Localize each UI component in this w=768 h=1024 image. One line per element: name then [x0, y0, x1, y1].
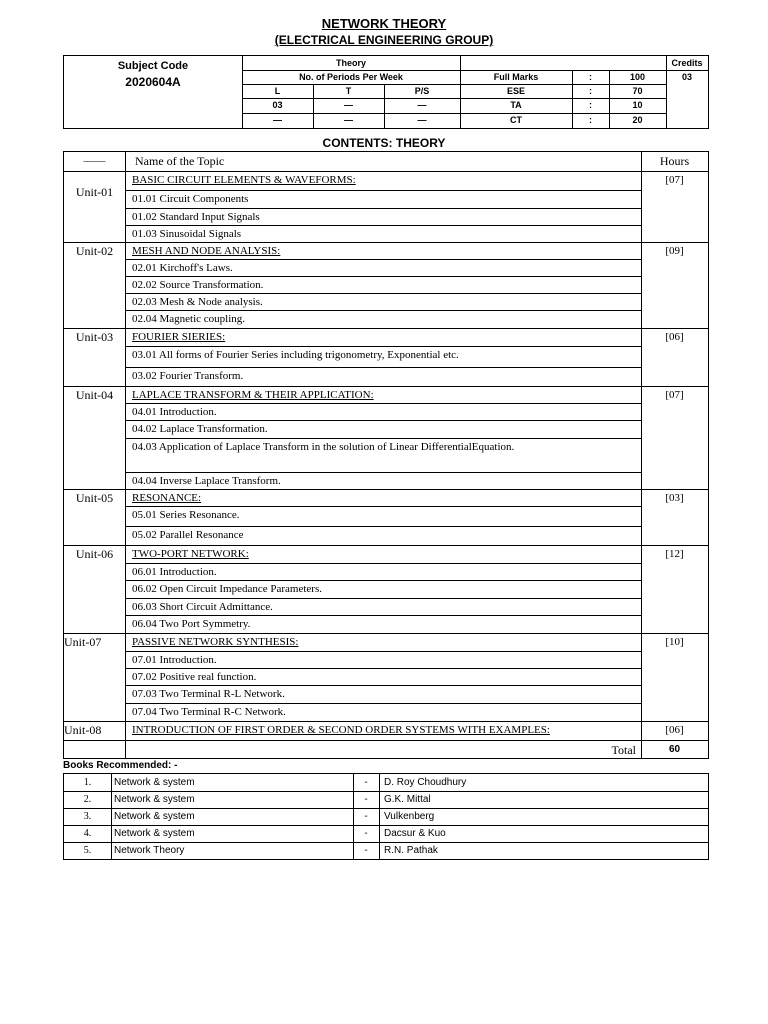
book-dash: - [364, 777, 368, 788]
credits-value: 03 [681, 72, 692, 82]
unit-separator [64, 633, 708, 634]
unit-hours: [12] [665, 548, 684, 560]
t-value: — [344, 100, 353, 110]
topic-item: 06.02 Open Circuit Impedance Parameters. [132, 583, 322, 595]
contents-head-dash: —— [83, 155, 106, 167]
row4-a: — [273, 115, 282, 125]
book-dash: - [364, 794, 368, 805]
topic-separator [125, 310, 641, 311]
topic-item: 03.01 All forms of Fourier Series including trigonometry, Exponential etc. [132, 349, 459, 361]
unit-label: Unit-02 [75, 244, 114, 258]
book-number: 2. [83, 794, 92, 805]
topic-item: 06.01 Introduction. [132, 566, 217, 578]
book-number: 1. [83, 777, 92, 788]
full-marks-colon: : [589, 72, 592, 82]
ps-label: P/S [414, 86, 430, 96]
unit-title: INTRODUCTION OF FIRST ORDER & SECOND ORDER SYSTEMS WITH EXAMPLES: [132, 724, 550, 736]
t-label: T [345, 86, 352, 96]
topic-separator [125, 506, 641, 507]
book-row-separator [64, 808, 708, 809]
topic-item: 02.04 Magnetic coupling. [132, 313, 246, 325]
topic-item: 07.03 Two Terminal R-L Network. [132, 688, 285, 700]
contents-head-hours: Hours [659, 154, 690, 168]
books-table [63, 773, 709, 860]
subject-code: 2020604A [125, 75, 181, 89]
unit-hours: [07] [665, 174, 684, 186]
topic-separator [125, 420, 641, 421]
unit-title: BASIC CIRCUIT ELEMENTS & WAVEFORMS: [132, 174, 356, 186]
book-author: R.N. Pathak [384, 845, 438, 856]
topic-item: 06.03 Short Circuit Admittance. [132, 601, 273, 613]
unit-label: Unit-05 [75, 491, 114, 505]
unit-hours: [06] [665, 724, 684, 736]
row4-c: — [417, 115, 427, 125]
unit-label: Unit-06 [75, 547, 114, 561]
topic-item: 07.04 Two Terminal R-C Network. [132, 706, 286, 718]
book-row-separator [64, 825, 708, 826]
topic-item: 01.03 Sinusoidal Signals [132, 228, 242, 240]
unit-hours: [09] [665, 245, 684, 257]
contents-head-topic: Name of the Topic [135, 154, 225, 168]
unit-separator [64, 242, 708, 243]
ps-value: — [417, 100, 427, 110]
topic-item: 06.04 Two Port Symmetry. [132, 618, 251, 630]
periods-label: No. of Periods Per Week [299, 72, 403, 82]
topic-separator [125, 526, 641, 527]
topic-item: 05.01 Series Resonance. [132, 509, 240, 521]
unit-hours: [07] [665, 389, 684, 401]
topic-separator [125, 598, 641, 599]
book-dash: - [364, 828, 368, 839]
unit-title: RESONANCE: [132, 492, 202, 504]
book-row-separator [64, 842, 708, 843]
book-title: Network & system [114, 777, 195, 788]
book-row-separator [64, 791, 708, 792]
unit-separator [64, 489, 708, 490]
subject-code-label: Subject Code [117, 60, 189, 72]
l-value: 03 [272, 100, 283, 110]
topic-separator [125, 472, 641, 473]
unit-label: Unit-03 [75, 330, 114, 344]
ct-label: CT [510, 115, 522, 125]
topic-item: 04.02 Laplace Transformation. [132, 423, 268, 435]
total-label: Total [611, 743, 636, 757]
topic-separator [125, 259, 641, 260]
unit-title: PASSIVE NETWORK SYNTHESIS: [132, 636, 299, 648]
book-title: Network & system [114, 794, 195, 805]
theory-label: Theory [335, 58, 366, 68]
topic-separator [125, 190, 641, 191]
topic-item: 05.02 Parallel Resonance [132, 529, 244, 541]
topic-separator [125, 563, 641, 564]
book-author: G.K. Mittal [384, 794, 431, 805]
book-number: 5. [83, 845, 92, 856]
topic-separator [125, 703, 641, 704]
book-dash: - [364, 811, 368, 822]
book-author: Vulkenberg [384, 811, 435, 822]
unit-separator [64, 721, 708, 722]
unit-separator [64, 328, 708, 329]
topic-item: 01.01 Circuit Components [132, 193, 249, 205]
topic-separator [125, 367, 641, 368]
unit-title: LAPLACE TRANSFORM & THEIR APPLICATION: [132, 389, 374, 401]
unit-hours: [03] [665, 492, 684, 504]
book-title: Network & system [114, 811, 195, 822]
unit-label: Unit-04 [75, 388, 114, 402]
unit-title: FOURIER SIERIES: [132, 331, 226, 343]
unit-separator [64, 386, 708, 387]
unit-hours: [06] [665, 331, 684, 343]
ta-value: 10 [632, 100, 643, 110]
l-label: L [274, 86, 281, 96]
topic-item: 04.03 Application of Laplace Transform in the solution of Linear DifferentialEquation. [132, 441, 515, 453]
topic-item: 04.04 Inverse Laplace Transform. [132, 475, 281, 487]
topic-separator [125, 208, 641, 209]
contents-title: CONTENTS: THEORY [322, 136, 446, 150]
unit-hours: [10] [665, 636, 684, 648]
topic-separator [125, 225, 641, 226]
ese-value: 70 [632, 86, 643, 96]
unit-title: MESH AND NODE ANALYSIS: [132, 245, 281, 257]
topic-separator [125, 293, 641, 294]
topic-separator [125, 651, 641, 652]
topic-separator [125, 580, 641, 581]
total-value: 60 [668, 744, 681, 755]
full-marks-label: Full Marks [493, 72, 539, 82]
unit-label: Unit-07 [64, 635, 102, 649]
topic-item: 02.01 Kirchoff's Laws. [132, 262, 233, 274]
page-subtitle: (ELECTRICAL ENGINEERING GROUP) [274, 33, 494, 47]
unit-label: Unit-08 [64, 723, 102, 737]
book-author: D. Roy Choudhury [384, 777, 467, 788]
books-title: Books Recommended: - [63, 760, 178, 771]
topic-separator [125, 276, 641, 277]
ta-colon: : [589, 100, 592, 110]
full-marks-value: 100 [629, 72, 646, 82]
topic-separator [125, 438, 641, 439]
topic-item: 07.02 Positive real function. [132, 671, 257, 683]
topic-separator [125, 615, 641, 616]
topic-separator [125, 668, 641, 669]
contents-table [63, 151, 709, 759]
book-title: Network Theory [114, 845, 185, 856]
ct-value: 20 [632, 115, 643, 125]
credits-label: Credits [671, 58, 703, 68]
topic-item: 02.03 Mesh & Node analysis. [132, 296, 263, 308]
book-number: 3. [83, 811, 92, 822]
topic-item: 03.02 Fourier Transform. [132, 370, 244, 382]
topic-item: 07.01 Introduction. [132, 654, 217, 666]
unit-title: TWO-PORT NETWORK: [132, 548, 249, 560]
row4-b: — [344, 115, 353, 125]
topic-item: 01.02 Standard Input Signals [132, 211, 260, 223]
unit-separator [64, 545, 708, 546]
book-author: Dacsur & Kuo [384, 828, 446, 839]
book-title: Network & system [114, 828, 195, 839]
unit-label: Unit-01 [75, 185, 114, 199]
ct-colon: : [589, 115, 592, 125]
book-dash: - [364, 845, 368, 856]
ese-label: ESE [506, 86, 525, 96]
page-title: NETWORK THEORY [321, 16, 447, 31]
subject-header-table [63, 55, 709, 129]
ese-colon: : [589, 86, 592, 96]
ta-label: TA [510, 100, 522, 110]
topic-separator [125, 346, 641, 347]
book-number: 4. [83, 828, 92, 839]
topic-item: 02.02 Source Transformation. [132, 279, 264, 291]
topic-separator [125, 403, 641, 404]
topic-separator [125, 685, 641, 686]
topic-item: 04.01 Introduction. [132, 406, 217, 418]
